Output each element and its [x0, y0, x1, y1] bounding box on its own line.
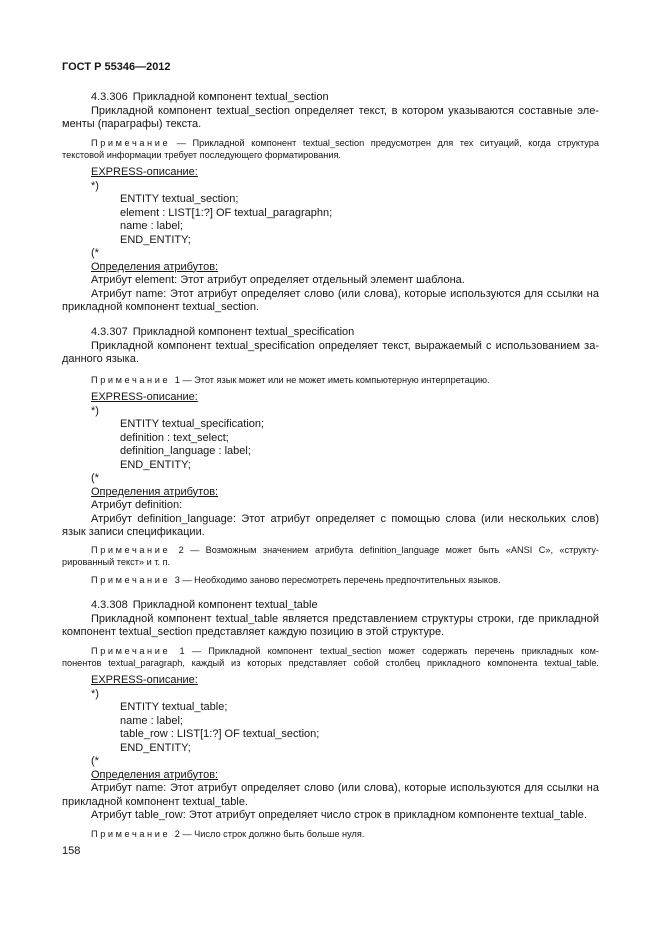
express-label-line [62, 166, 599, 180]
description-line: Прикладной компонент textual_section определяет текст, в котором указываются составные эле- [91, 104, 599, 117]
attributes-label: Определения атрибутов: [91, 768, 219, 781]
document-code: ГОСТ Р 55346—2012 [62, 61, 171, 73]
express-label: EXPRESS-описание: [91, 674, 198, 686]
attributes-label-line [62, 769, 599, 783]
note-text: — Число строк должно быть больше нуля. [182, 828, 365, 839]
note-label: Примечание [91, 374, 171, 385]
section-4-3-308 [62, 599, 599, 840]
description-line: компонент textual_section представляет каждую позицию в этой структуре. [62, 626, 445, 638]
code-line: definition_language : label; [120, 445, 251, 457]
attribute-line: Атрибут table_row: Этот атрибут определяет число строк в прикладном компоненте textual_table. [91, 809, 587, 821]
note-number: 1 [174, 374, 180, 385]
attribute-line: Атрибут definition: [91, 499, 183, 511]
note-line [62, 374, 599, 386]
section-4-3-306 [62, 91, 599, 315]
code-line: name : label; [120, 714, 183, 727]
note-label: Примечание [91, 544, 171, 555]
code-line: END_ENTITY; [120, 233, 191, 246]
code-line: ENTITY textual_specification; [120, 418, 265, 430]
note-line: понентов textual_paragraph, каждый из которых представляет собой столбец прикладного компонента textual_table. [62, 657, 599, 668]
note-line: рированный текст» и т. п. [62, 556, 171, 567]
attribute-line: Атрибут definition_language: Этот атрибут определяет с помощью слова (или нескольких слов) [91, 512, 599, 525]
note-text: — Необходимо заново пересмотреть перечень предпочтительных языков. [182, 574, 501, 585]
note-number: 2 [174, 828, 180, 839]
express-label: EXPRESS-описание: [91, 391, 198, 403]
section-4-3-307 [62, 326, 599, 586]
code-line: table_row : LIST[1:?] OF textual_section; [120, 728, 320, 740]
attributes-label-line [62, 486, 599, 500]
code-line: ENTITY textual_section; [120, 193, 239, 205]
note-text: — Прикладной компонент textual_section предусмотрен для тех ситуаций, когда структура [176, 137, 599, 148]
attribute-line: прикладной компонент textual_section. [62, 301, 259, 313]
attributes-label-line [62, 261, 599, 275]
note-line [62, 574, 599, 586]
code-line: END_ENTITY; [120, 741, 191, 754]
code-open: *) [91, 179, 99, 192]
section-number: 4.3.306 [91, 91, 128, 103]
section-number: 4.3.308 [91, 599, 128, 611]
code-line: definition : text_select; [120, 431, 229, 444]
code-line: ENTITY textual_table; [120, 701, 228, 713]
attribute-line: Атрибут name: Этот атрибут определяет слово (или слова), которые используются для ссылки на [91, 287, 599, 300]
section-title: Прикладной компонент textual_specification [132, 326, 355, 338]
note-label: Примечание [91, 137, 171, 148]
code-line: END_ENTITY; [120, 458, 191, 471]
section-heading [62, 599, 599, 613]
note-number: 2 [178, 544, 184, 555]
attribute-line: язык записи спецификации. [62, 526, 205, 538]
attributes-label: Определения атрибутов: [91, 485, 219, 498]
attribute-line: Атрибут name: Этот атрибут определяет слово (или слова), которые используются для ссылки на [91, 782, 599, 794]
code-line: element : LIST[1:?] OF textual_paragraphn; [120, 206, 333, 219]
express-label: EXPRESS-описание: [91, 166, 198, 178]
note-text: — Прикладной компонент textual_section может содержать перечень прикладных ком- [191, 645, 599, 656]
page-number: 158 [62, 845, 81, 857]
note-line [62, 645, 599, 657]
description-line: Прикладной компонент textual_table является представлением структуры строки, где прикладной [91, 612, 599, 625]
note-label: Примечание [91, 645, 171, 656]
code-line: name : label; [120, 220, 183, 232]
code-close: (* [91, 472, 99, 484]
note-number: 3 [174, 574, 180, 585]
code-close: (* [91, 755, 99, 767]
attributes-label: Определения атрибутов: [91, 260, 219, 273]
section-title: Прикладной компонент textual_table [132, 599, 318, 611]
description-line: менты (параграфы) текста. [62, 118, 202, 130]
code-open: *) [91, 687, 99, 700]
note-line [62, 828, 599, 840]
attribute-line: Атрибут element: Этот атрибут определяет отдельный элемент шаблона. [91, 274, 465, 286]
section-number: 4.3.307 [91, 326, 128, 338]
note-label: Примечание [91, 828, 171, 839]
description-line: данного языка. [62, 353, 139, 365]
note-line [62, 137, 599, 149]
section-heading [62, 91, 599, 105]
attribute-line: прикладной компонент textual_table. [62, 795, 248, 808]
express-label-line [62, 391, 599, 405]
page-content [62, 61, 599, 859]
note-line: текстовой информации требует последующего форматирования. [62, 149, 341, 160]
note-line [62, 544, 599, 556]
express-label-line [62, 674, 599, 688]
note-number: 1 [179, 645, 185, 656]
section-title: Прикладной компонент textual_section [132, 91, 329, 103]
note-label: Примечание [91, 574, 171, 585]
note-text: — Возможным значением атрибута definition_language может быть «ANSI C», «структу- [190, 544, 599, 555]
description-line: Прикладной компонент textual_specification определяет текст, выражаемый с использованием за- [91, 339, 599, 352]
code-close: (* [91, 247, 99, 259]
code-open: *) [91, 404, 99, 417]
note-text: — Этот язык может или не может иметь компьютерную интерпретацию. [182, 374, 490, 385]
section-heading [62, 326, 599, 340]
